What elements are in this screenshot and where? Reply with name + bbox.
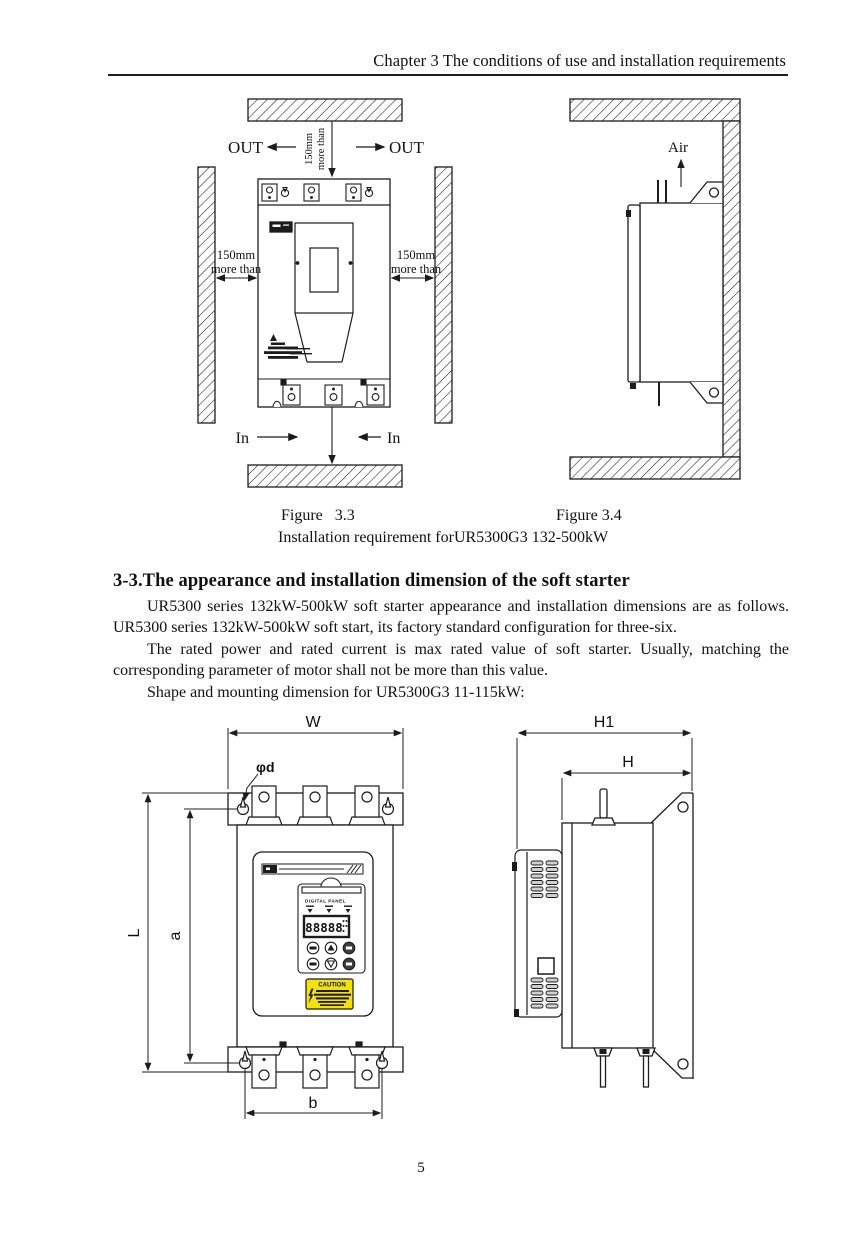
- dim-a-label: a: [167, 931, 184, 941]
- paragraph: Shape and mounting dimension for UR5300G3 11-115kW:: [147, 683, 525, 701]
- label-in-left: In: [235, 430, 249, 447]
- caution-title: CAUTION: [318, 982, 346, 989]
- dim-b-label: b: [308, 1095, 318, 1112]
- side-bottom-mount-hole: [678, 1059, 688, 1069]
- front-view: [142, 728, 403, 1119]
- section-3-3: [113, 571, 789, 703]
- wall-left: [198, 167, 215, 423]
- wall-top-side: [570, 99, 740, 121]
- keypad-panel-title: DIGITAL PANEL: [305, 898, 346, 904]
- top-stud: [600, 789, 607, 818]
- figure-3-4: [570, 99, 740, 479]
- soft-starter-front: [258, 179, 390, 407]
- dim-h-label: H: [622, 754, 634, 771]
- label-air: Air: [668, 140, 688, 156]
- dim-d-label: φd: [256, 759, 275, 775]
- keypad: [298, 878, 365, 973]
- label-right-clearance-value: 150mm: [396, 248, 436, 262]
- header-rule: [108, 74, 788, 76]
- label-out-left: OUT: [228, 138, 263, 157]
- paragraph: UR5300 series 132kW-500kW soft starter appearance and installation dimensions are as follows. UR5300 series 132kW-500kW soft start, its factory standard configuration for three-six.: [113, 598, 789, 637]
- side-view: [512, 733, 693, 1087]
- dim-l-label: L: [126, 928, 143, 938]
- dim-w-label: W: [305, 714, 321, 731]
- brand-badge: [270, 222, 292, 232]
- wall-back-side: [723, 121, 740, 457]
- label-top-clearance-qualifier: more than: [316, 127, 327, 171]
- side-mounting-plate: [651, 793, 693, 1079]
- caution-label: [306, 979, 353, 1009]
- figure-3-3-caption: Figure 3.3: [281, 507, 355, 524]
- page-number: 5: [417, 1160, 425, 1176]
- page-header: Chapter 3 The conditions of use and installation requirements: [373, 51, 786, 70]
- bottom-studs: [594, 1048, 655, 1087]
- label-right-clearance-qualifier: more than: [390, 262, 442, 276]
- dimension-drawing: [0, 695, 842, 1145]
- wall-top: [248, 99, 402, 121]
- bottom-mount-hole: [710, 388, 719, 397]
- bottom-terminal-plate: [228, 1042, 403, 1088]
- paragraph: The rated power and rated current is max rated value of soft starter. Usually, matching the corresponding parameter of motor shall not be more than this value.: [113, 640, 789, 680]
- installation-figures: [0, 90, 842, 510]
- side-top-mount-hole: [678, 802, 688, 812]
- wall-bottom-side: [570, 457, 740, 479]
- display-value: 88888: [305, 920, 343, 935]
- side-front-panel: [512, 850, 562, 1017]
- soft-starter-side: [626, 180, 723, 406]
- top-terminal-plate: [228, 786, 403, 825]
- top-mount-hole: [710, 188, 719, 197]
- figure-3-4-caption: Figure 3.4: [556, 507, 622, 524]
- dim-h1-label: H1: [593, 714, 615, 731]
- label-in-right: In: [387, 430, 401, 447]
- label-top-clearance-value: 150mm: [304, 132, 315, 166]
- side-body: [562, 789, 653, 1048]
- wall-right: [435, 167, 452, 423]
- dimension-figures: [0, 695, 842, 1150]
- figure-subcaption: Installation requirement forUR5300G3 132-500kW: [278, 529, 609, 546]
- wall-bottom: [248, 465, 402, 487]
- label-left-clearance-qualifier: more than: [210, 262, 262, 276]
- label-out-right: OUT: [389, 138, 424, 157]
- section-heading: 3-3.The appearance and installation dimension of the soft starter: [113, 571, 630, 591]
- figure-3-3-and-3-4-drawing: [0, 90, 842, 505]
- label-left-clearance-value: 150mm: [216, 248, 256, 262]
